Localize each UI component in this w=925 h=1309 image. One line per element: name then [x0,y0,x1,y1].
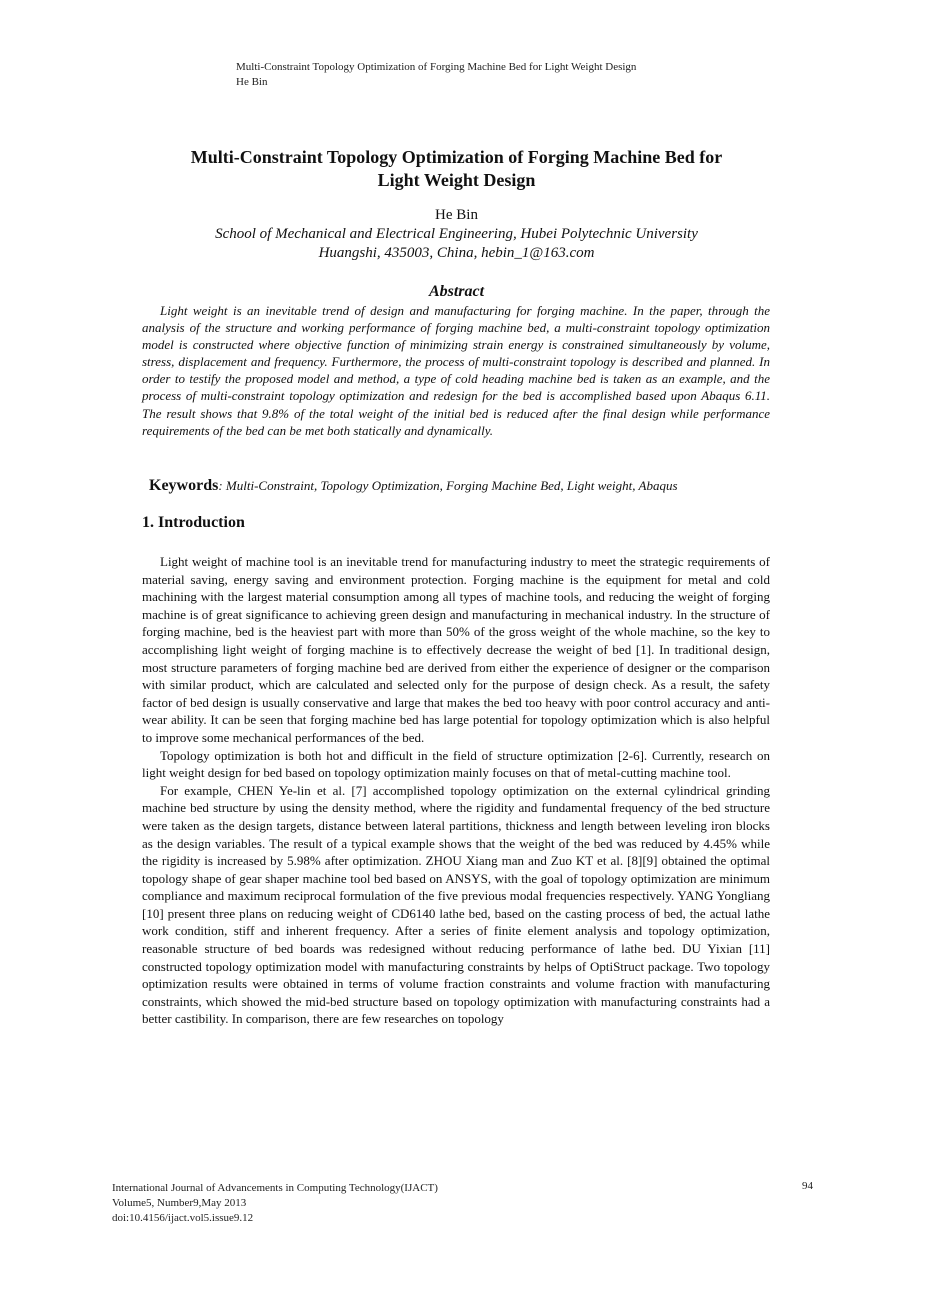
running-header-title: Multi-Constraint Topology Optimization of Forging Machine Bed for Light Weight Design [236,61,637,73]
paper-title-line2: Light Weight Design [377,170,536,190]
author-name: He Bin [435,207,478,223]
keywords-text: : Multi-Constraint, Topology Optimization, Forging Machine Bed, Light weight, Abaqus [218,478,678,493]
page-number: 94 [802,1180,813,1192]
running-header [236,60,636,90]
affiliation-line1: School of Mechanical and Electrical Engineering, Hubei Polytechnic University [215,226,698,242]
paper-title [140,146,773,192]
introduction-paragraph: For example, CHEN Ye-lin et al. [7] accomplished topology optimization on the external cylindrical grinding machine bed structure by using the density method, where the rigidity and fundamental frequency of the bed structure were taken as the design targets, distance between lateral partitions, thickness and length between leveling iron blocks as the design variables. The result of a typical example shows that the weight of the bed was reduced by 4.45% while the rigidity is increased by 5.98% after optimization. ZHOU Xiang man and Zuo KT et al. [8][9] obtained the optimal topology shape of gear shaper machine tool bed based on ANSYS, with the goal of topology optimization are minimum compliance and maximum reciprocal formulation of the five previous modal frequencies respectively. YANG Yongliang [10] present three plans on reducing weight of CD6140 lathe bed, based on the casting process of bed, the actual lathe work condition, stiff and inherent frequency. After a series of finite element analysis and topology optimization, reasonable structure of bed boards was redesigned without reducing performance of lathe bed. DU Yixian [11] constructed topology optimization model with manufacturing constraints by helps of OptiStruct package. Two topology optimization results were obtained in terms of volume fraction constraints and volume fraction with manufacturing constraints, which showed the mid-bed structure based on topology optimization with manufacturing constraints had a better castibility. In comparison, there are few researches on topology [142,782,770,1027]
footer-volume: Volume5, Number9,May 2013 [112,1197,247,1209]
footer-journal: International Journal of Advancements in Computing Technology(IJACT) [112,1182,438,1194]
introduction-body [142,553,770,1028]
introduction-paragraph: Topology optimization is both hot and difficult in the field of structure optimization [2-6]. Currently, research on light weight design for bed based on topology optimization mainly focuses on that of metal-cutting machine tool. [142,747,770,781]
introduction-paragraph: Light weight of machine tool is an inevitable trend for manufacturing industry to meet the strategic requirements of material saving, energy saving and environment protection. Forging machine is the equipment for metal and cold machining with the largest material consumption among all types of machine tools, and reducing the weight of forging machine is of great significance to achieving green design and manufacturing in mechanical industry. In the structure of forging machine, bed is the heaviest part with more than 50% of the gross weight of the whole machine, so the key to accomplishing light weight of forging machine is to effectively decrease the weight of bed [1]. In traditional design, most structure parameters of forging machine bed are derived from either the experience of designer or the comparison with similar product, which are calculated and selected only for the purpose of design check. As a result, the safety factor of bed design is usually conservative and large that makes the bed too heavy with poor control accuracy and anti-wear ability. It can be seen that forging machine bed has large potential for topology optimization which is also helpful to improve some mechanical performances of the bed. [142,554,770,745]
paper-title-line1: Multi-Constraint Topology Optimization of Forging Machine Bed for [190,147,723,167]
footer-journal-info [112,1181,438,1226]
keywords [149,476,789,496]
running-header-author: He Bin [236,76,268,88]
abstract-heading: Abstract [428,283,485,300]
author-block [140,206,773,263]
keywords-label: Keywords [149,477,219,494]
section-heading-introduction: 1. Introduction [142,514,245,531]
footer-doi: doi:10.4156/ijact.vol5.issue9.12 [112,1212,254,1224]
abstract-text: Light weight is an inevitable trend of design and manufacturing for forging machine. In the paper, through the analysis of the structure and working performance of forging machine bed, a multi-constraint topology optimization model is constructed where objective function of minimizing strain energy is constrained simultaneously by volume, stress, displacement and frequency. Furthermore, the process of multi-constraint topology is described and planned. In order to testify the proposed model and method, a type of cold heading machine bed is taken as an example, and the process of multi-constraint topology optimization and redesign for the bed is accomplished based upon Abaqus 6.11. The result shows that 9.8% of the total weight of the initial bed is reduced after the final design while performance requirements of the bed can be met both statically and dynamically. [142,303,770,438]
affiliation-line2: Huangshi, 435003, China, hebin_1@163.com [318,245,595,261]
